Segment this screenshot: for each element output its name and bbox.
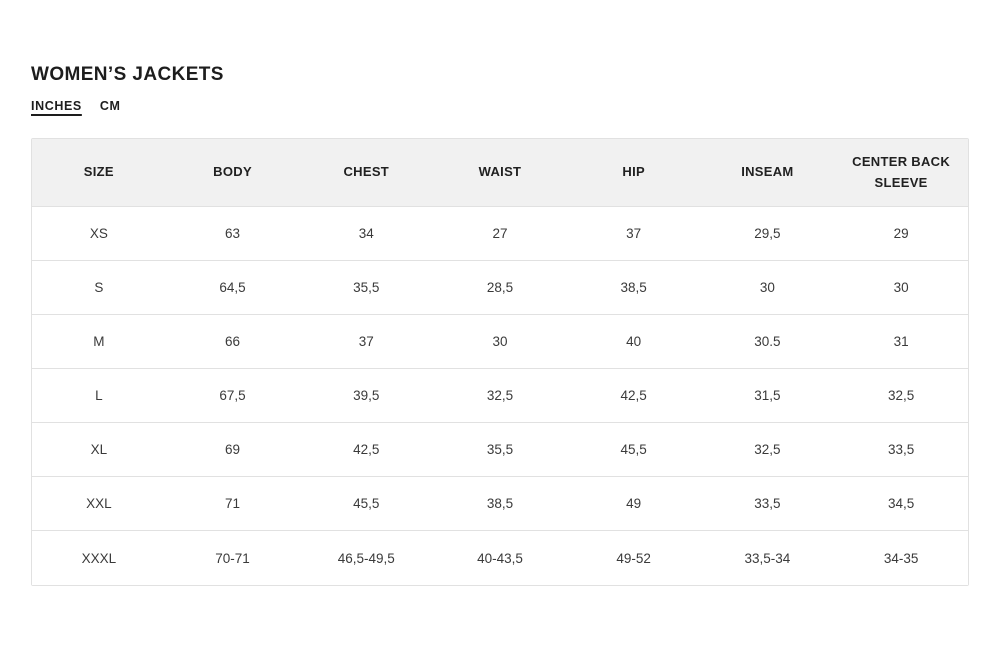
tab-cm[interactable]: CM (99, 99, 121, 113)
measurement-cell: 32,5 (433, 369, 567, 423)
measurement-cell: 45,5 (299, 477, 433, 531)
column-header-body: BODY (166, 139, 300, 207)
measurement-cell: 70-71 (166, 531, 300, 585)
size-row-m (32, 315, 968, 369)
tab-inches[interactable]: INCHES (31, 99, 82, 113)
size-table-body (32, 207, 968, 585)
measurement-cell: 37 (567, 207, 701, 261)
size-label-cell: XXXL (32, 531, 166, 585)
measurement-cell: 69 (166, 423, 300, 477)
size-table-wrap (31, 138, 969, 586)
size-row-xxxl (32, 531, 968, 585)
measurement-cell: 34 (299, 207, 433, 261)
measurement-cell: 32,5 (834, 369, 968, 423)
size-row-xxl (32, 477, 968, 531)
measurement-cell: 29,5 (701, 207, 835, 261)
column-header-chest: CHEST (299, 139, 433, 207)
measurement-cell: 45,5 (567, 423, 701, 477)
size-table-header (32, 139, 968, 207)
size-label-cell: XXL (32, 477, 166, 531)
measurement-cell: 71 (166, 477, 300, 531)
measurement-cell: 42,5 (567, 369, 701, 423)
measurement-cell: 49-52 (567, 531, 701, 585)
size-label-cell: M (32, 315, 166, 369)
size-label-cell: L (32, 369, 166, 423)
measurement-cell: 67,5 (166, 369, 300, 423)
measurement-cell: 38,5 (433, 477, 567, 531)
measurement-cell: 38,5 (567, 261, 701, 315)
measurement-cell: 35,5 (299, 261, 433, 315)
page-title: WOMEN’S JACKETS (31, 64, 224, 85)
size-row-s (32, 261, 968, 315)
measurement-cell: 64,5 (166, 261, 300, 315)
measurement-cell: 33,5 (701, 477, 835, 531)
size-row-l (32, 369, 968, 423)
measurement-cell: 42,5 (299, 423, 433, 477)
size-table (31, 138, 969, 586)
measurement-cell: 32,5 (701, 423, 835, 477)
column-header-center-back-sleeve: CENTER BACK SLEEVE (834, 139, 968, 207)
measurement-cell: 37 (299, 315, 433, 369)
measurement-cell: 33,5 (834, 423, 968, 477)
measurement-cell: 66 (166, 315, 300, 369)
measurement-cell: 29 (834, 207, 968, 261)
measurement-cell: 49 (567, 477, 701, 531)
measurement-cell: 27 (433, 207, 567, 261)
measurement-cell: 33,5-34 (701, 531, 835, 585)
measurement-cell: 31,5 (701, 369, 835, 423)
measurement-cell: 40 (567, 315, 701, 369)
measurement-cell: 30 (433, 315, 567, 369)
size-row-xs (32, 207, 968, 261)
measurement-cell: 28,5 (433, 261, 567, 315)
measurement-cell: 30.5 (701, 315, 835, 369)
measurement-cell: 34,5 (834, 477, 968, 531)
header-row (32, 139, 968, 207)
column-header-size: SIZE (32, 139, 166, 207)
size-guide-panel (0, 64, 1000, 586)
measurement-cell: 39,5 (299, 369, 433, 423)
measurement-cell: 35,5 (433, 423, 567, 477)
column-header-hip: HIP (567, 139, 701, 207)
measurement-cell: 30 (701, 261, 835, 315)
measurement-cell: 46,5-49,5 (299, 531, 433, 585)
measurement-cell: 30 (834, 261, 968, 315)
size-label-cell: XS (32, 207, 166, 261)
measurement-cell: 40-43,5 (433, 531, 567, 585)
column-header-waist: WAIST (433, 139, 567, 207)
measurement-cell: 63 (166, 207, 300, 261)
measurement-cell: 34-35 (834, 531, 968, 585)
column-header-inseam: INSEAM (701, 139, 835, 207)
unit-tabs (31, 99, 969, 113)
size-label-cell: S (32, 261, 166, 315)
size-row-xl (32, 423, 968, 477)
size-label-cell: XL (32, 423, 166, 477)
measurement-cell: 31 (834, 315, 968, 369)
